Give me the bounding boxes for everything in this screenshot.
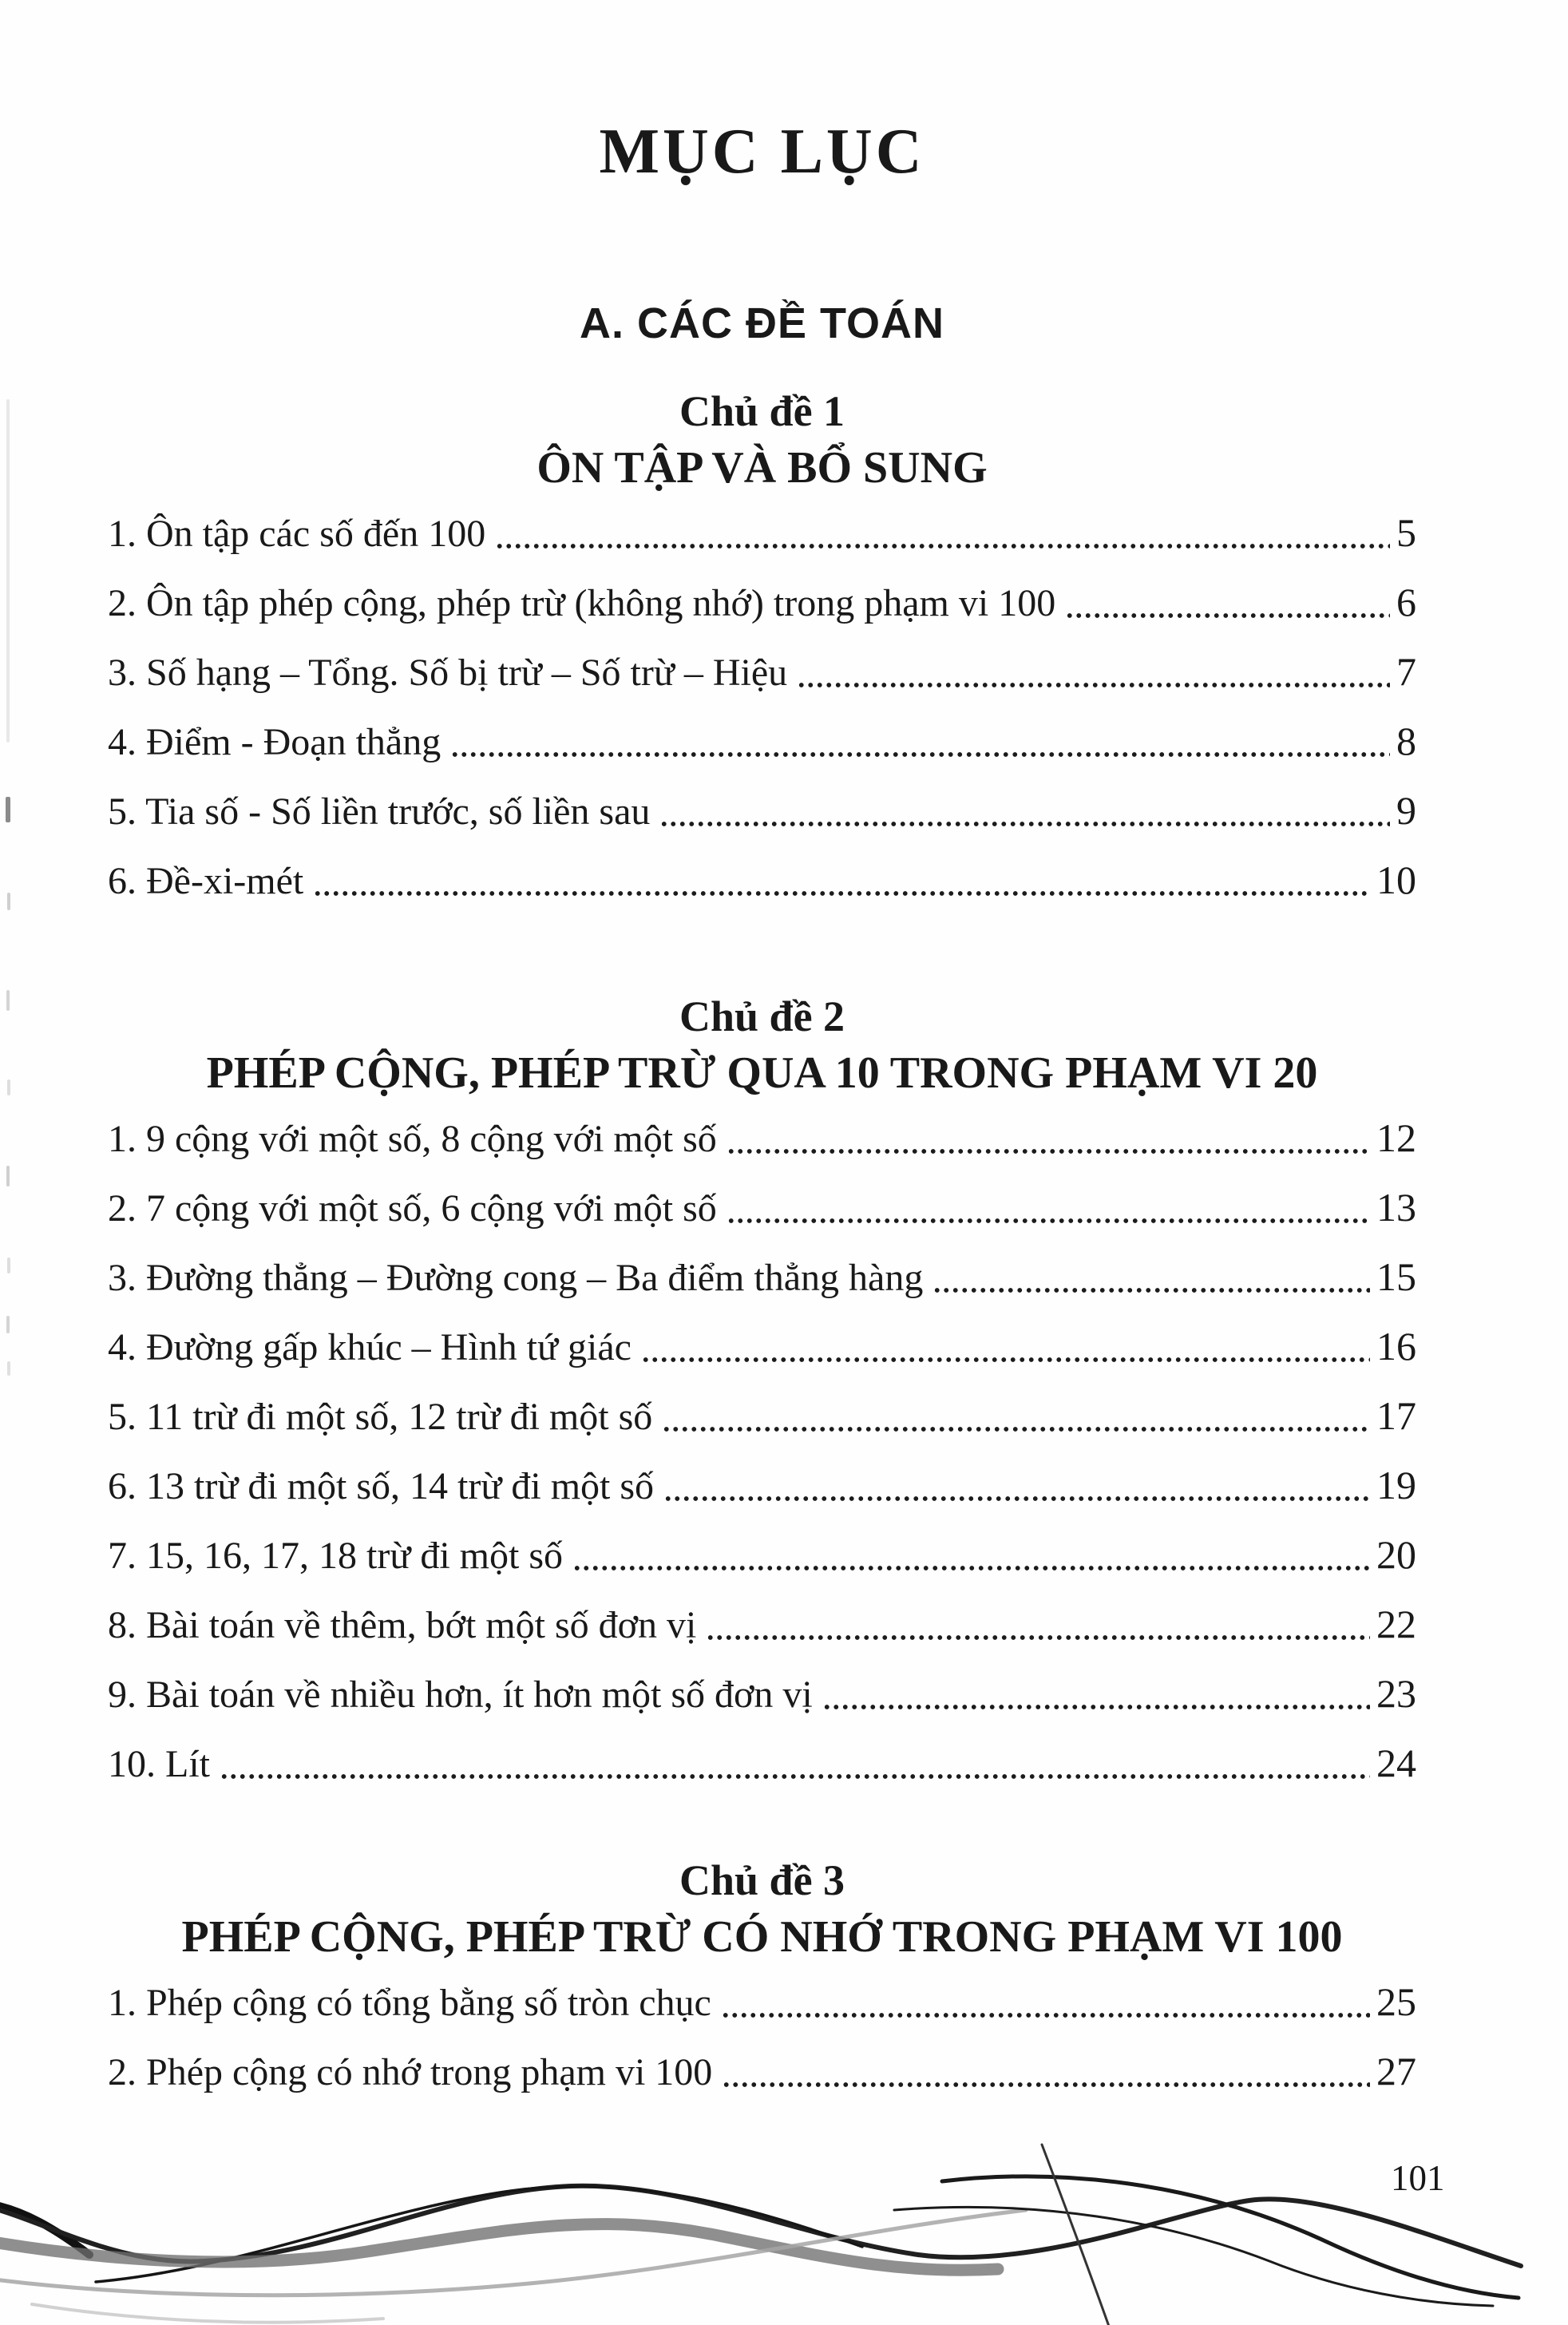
toc-item [108,790,1416,831]
toc-item-label: 3. Đường thẳng – Đường cong – Ba điểm thẳng hàng [108,1257,924,1299]
chapter-label: Chủ đề 1 [679,387,845,435]
toc-item-label: 1. Ôn tập các số đến 100 [108,513,486,555]
toc-leader-dots [450,750,1390,759]
toc-rows [108,1115,1416,1785]
chapter-label: Chủ đề 2 [679,992,845,1040]
toc-item [108,1254,1416,1299]
toc-item-label: 6. Đề-xi-mét [108,860,304,902]
toc-leader-dots [727,1216,1370,1226]
toc-item-label: 5. Tia số - Số liền trước, số liền sau [108,790,651,833]
toc-leader-dots [721,2010,1370,2020]
toc-item-page: 23 [1376,1671,1416,1716]
toc-item-page: 16 [1376,1324,1416,1368]
toc-item [108,1115,1416,1160]
toc-item-page: 6 [1396,580,1416,624]
toc-item-page: 12 [1376,1115,1416,1160]
toc-item-page: 13 [1376,1185,1416,1230]
chapter-label: Chủ đề 3 [679,1856,845,1904]
toc-leader-dots [313,889,1370,898]
toc-item-label: 2. Phép cộng có nhớ trong phạm vi 100 [108,2051,713,2093]
toc-leader-dots [706,1633,1370,1642]
toc-section-1 [108,387,1416,902]
toc-item-page: 5 [1396,510,1416,555]
toc-leader-dots [641,1355,1370,1365]
toc-item-page: 9 [1396,788,1416,833]
page-title: MỤC LỤC [599,117,925,187]
toc-item-label: 3. Số hạng – Tổng. Số bị trừ – Số trừ – Hiệu [108,652,788,694]
page-number: 101 [1391,2158,1445,2198]
toc-item-label: 2. Ôn tập phép cộng, phép trừ (không nhớ) trong phạm vi 100 [108,582,1056,624]
toc-item-page: 10 [1376,858,1416,902]
toc-item-page: 8 [1396,719,1416,763]
toc-leader-dots [722,2080,1370,2089]
toc-item [108,860,1416,901]
toc-leader-dots [663,1494,1370,1503]
toc-item-page: 20 [1376,1532,1416,1577]
toc-item-label: 10. Lít [108,1743,210,1785]
section-heading: ÔN TẬP VÀ BỔ SUNG [537,443,988,493]
toc-leader-dots [662,1424,1370,1434]
toc-leader-dots [1065,611,1390,620]
toc-item-label: 4. Đường gấp khúc – Hình tứ giác [108,1326,632,1368]
toc-item-label: 4. Điểm - Đoạn thẳng [108,721,441,763]
toc-item-label: 1. Phép cộng có tổng bằng số tròn chục [108,1982,711,2024]
toc-rows [108,510,1416,902]
toc-section-3 [108,1856,1416,2093]
toc-item [108,1604,1416,1645]
toc-item [108,1532,1416,1577]
toc-item-label: 8. Bài toán về thêm, bớt một số đơn vị [108,1604,697,1646]
toc-leader-dots [220,1772,1370,1781]
toc-item [108,1326,1416,1367]
toc-item-label: 6. 13 trừ đi một số, 14 trừ đi một số [108,1465,655,1507]
toc-item [108,1465,1416,1506]
toc-leader-dots [572,1563,1370,1573]
toc-item-label: 9. Bài toán về nhiều hơn, ít hơn một số đơn vị [108,1673,813,1716]
toc-item [108,1673,1416,1714]
decorative-waves [0,2133,1568,2325]
toc-item [108,2051,1416,2092]
toc-item-label: 5. 11 trừ đi một số, 12 trừ đi một số [108,1396,653,1438]
toc-item-page: 24 [1376,1741,1416,1785]
toc-leader-dots [822,1702,1370,1712]
toc-leader-dots [495,541,1390,551]
toc-section-2 [108,992,1416,1785]
toc-leader-dots [727,1147,1370,1156]
toc-item [108,582,1416,623]
toc-item [108,1979,1416,2024]
part-heading: A. CÁC ĐỀ TOÁN [579,299,945,347]
toc-leader-dots [797,680,1390,690]
toc-item-page: 7 [1396,649,1416,694]
toc-rows [108,1979,1416,2093]
toc-item-page: 25 [1376,1979,1416,2024]
toc-item [108,649,1416,694]
toc-item [108,1187,1416,1228]
toc-item-page: 22 [1376,1602,1416,1646]
toc-item-page: 27 [1376,2049,1416,2093]
toc-leader-dots [659,819,1390,829]
toc-item [108,1393,1416,1438]
toc-item [108,510,1416,555]
toc-item-label: 7. 15, 16, 17, 18 trừ đi một số [108,1535,564,1577]
toc-item-page: 17 [1376,1393,1416,1438]
toc-item [108,1743,1416,1784]
toc-item [108,721,1416,762]
toc-item-label: 1. 9 cộng với một số, 8 cộng với một số [108,1118,717,1160]
toc-leader-dots [932,1285,1370,1295]
section-heading: PHÉP CỘNG, PHÉP TRỪ QUA 10 TRONG PHẠM VI 20 [206,1048,1318,1098]
toc-item-label: 2. 7 cộng với một số, 6 cộng với một số [108,1187,717,1230]
toc-item-page: 15 [1376,1254,1416,1299]
toc-item-page: 19 [1376,1463,1416,1507]
section-heading: PHÉP CỘNG, PHÉP TRỪ CÓ NHỚ TRONG PHẠM VI 100 [181,1912,1343,1962]
